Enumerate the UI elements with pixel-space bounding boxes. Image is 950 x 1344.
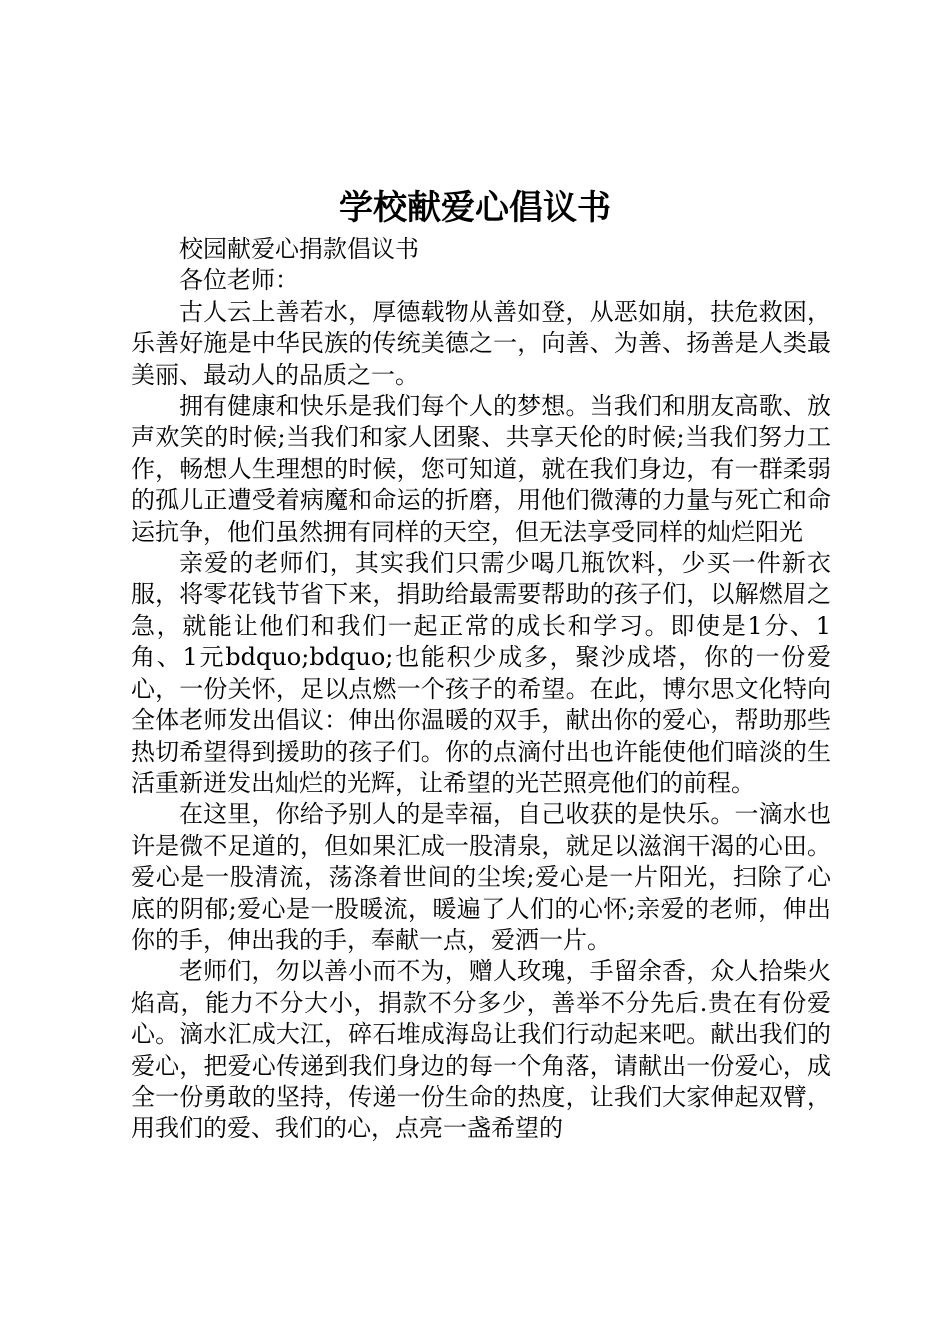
paragraph-2: 拥有健康和快乐是我们每个人的梦想。当我们和朋友高歌、放声欢笑的时候;当我们和家人团聚、共享天伦的时候;当我们努力工作，畅想人生理想的时候，您可知道，就在我们身边，有一群柔弱的孤儿正遭受着病魔和命运的折磨，用他们微薄的力量与死亡和命运抗争，他们虽然拥有同样的天空，但无法享受同样的灿烂阳光 xyxy=(131,392,831,546)
paragraph-1: 古人云上善若水，厚德载物从善如登，从恶如崩，扶危救困，乐善好施是中华民族的传统美德之一，向善、为善、扬善是人类最美丽、最动人的品质之一。 xyxy=(131,297,831,389)
paragraph-4: 在这里，你给予别人的是幸福，自己收获的是快乐。一滴水也许是微不足道的，但如果汇成一股清泉，就足以滋润干渴的心田。爱心是一股清流，荡涤着世间的尘埃;爱心是一片阳光，扫除了心底的阴郁;爱心是一股暖流，暖遍了人们的心怀;亲爱的老师，伸出你的手，伸出我的手，奉献一点，爱洒一片。 xyxy=(131,800,831,954)
paragraph-5: 老师们，勿以善小而不为，赠人玫瑰，手留余香，众人拾柴火焰高，能力不分大小，捐款不分多少，善举不分先后.贵在有份爱心。滴水汇成大江，碎石堆成海岛让我们行动起来吧。献出我们的爱心，把爱心传递到我们身边的每一个角落，请献出一份爱心，成全一份勇敢的坚持，传递一份生命的热度，让我们大家伸起双臂，用我们的爱、我们的心，点亮一盏希望的 xyxy=(131,957,831,1143)
paragraph-3: 亲爱的老师们，其实我们只需少喝几瓶饮料，少买一件新衣服，将零花钱节省下来，捐助给最需要帮助的孩子们，以解燃眉之急，就能让他们和我们一起正常的成长和学习。即使是1分、1角、1元bdquo;bdquo;也能积少成多，聚沙成塔，你的一份爱心，一份关怀，足以点燃一个孩子的希望。在此，博尔思文化特向全体老师发出倡议：伸出你温暖的双手，献出你的爱心，帮助那些热切希望得到援助的孩子们。你的点滴付出也许能使他们暗淡的生活重新迸发出灿烂的光辉，让希望的光芒照亮他们的前程。 xyxy=(131,549,831,797)
subtitle-line: 校园献爱心捐款倡议书 xyxy=(179,235,419,263)
document-body xyxy=(131,234,831,1145)
salutation-line: 各位老师： xyxy=(179,266,299,295)
document-title: 学校献爱心倡议书 xyxy=(339,188,611,228)
